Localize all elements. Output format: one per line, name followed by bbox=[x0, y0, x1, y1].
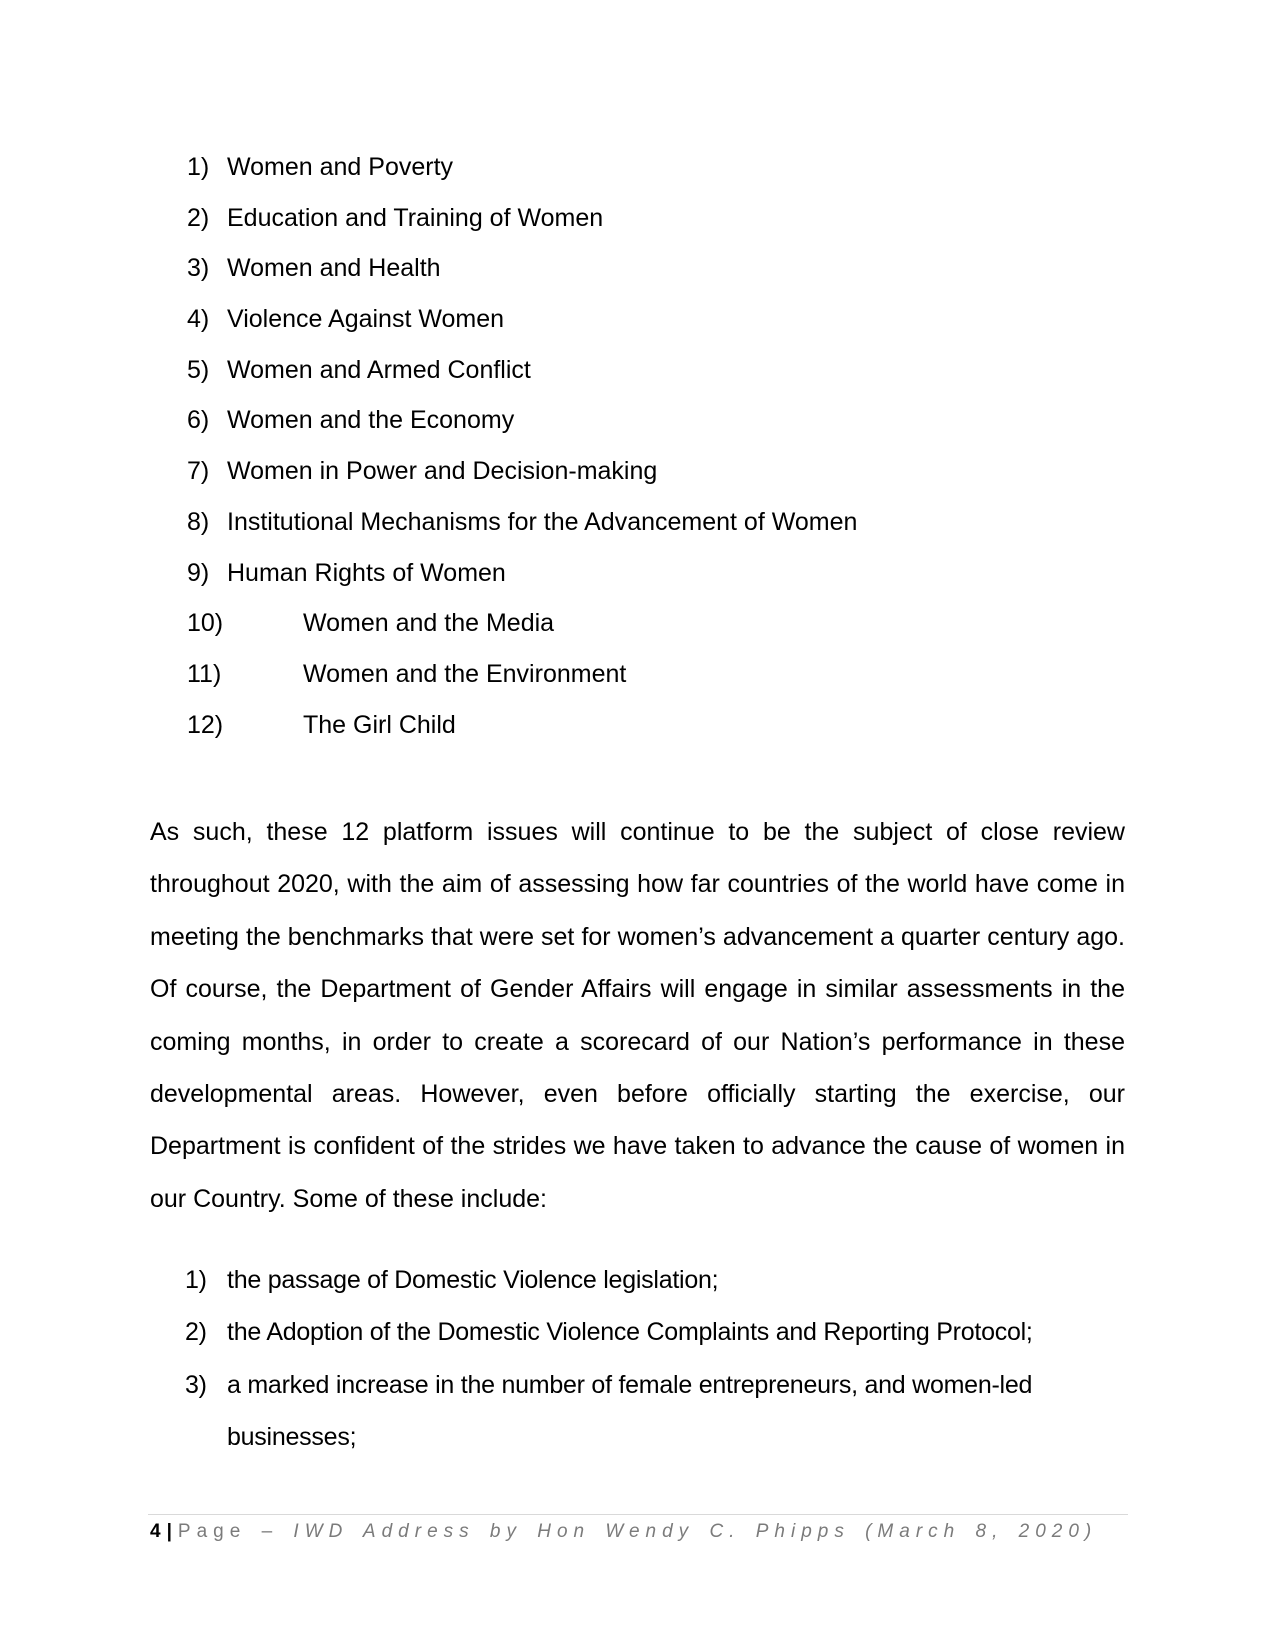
list-item bbox=[150, 345, 1125, 396]
footer-dash: – bbox=[261, 1521, 279, 1542]
list-item bbox=[150, 1359, 1125, 1464]
list-text: the passage of Domestic Violence legislation; bbox=[227, 1266, 719, 1294]
platform-issues-list bbox=[150, 142, 1125, 750]
list-number: 2) bbox=[185, 1318, 207, 1347]
list-text: Institutional Mechanisms for the Advancement of Women bbox=[227, 507, 858, 536]
list-text: the Adoption of the Domestic Violence Complaints and Reporting Protocol; bbox=[227, 1318, 1033, 1347]
list-number: 8) bbox=[187, 507, 210, 536]
list-text: Women and Armed Conflict bbox=[227, 355, 531, 384]
list-item bbox=[150, 649, 1125, 700]
list-item bbox=[150, 446, 1125, 497]
page-footer bbox=[150, 1519, 1200, 1545]
list-number: 5) bbox=[187, 355, 210, 384]
list-number: 11) bbox=[187, 659, 222, 688]
list-number: 3) bbox=[185, 1370, 207, 1399]
achievements-list bbox=[150, 1254, 1125, 1464]
list-item bbox=[150, 243, 1125, 294]
list-number: 2) bbox=[187, 203, 210, 232]
list-text: Women and the Environment bbox=[303, 659, 627, 688]
footer-rule bbox=[148, 1514, 1128, 1515]
list-item bbox=[150, 294, 1125, 345]
list-number: 4) bbox=[187, 305, 210, 334]
page-number: 4 bbox=[150, 1521, 167, 1542]
list-item bbox=[150, 700, 1125, 751]
list-number: 7) bbox=[187, 457, 210, 486]
list-item bbox=[150, 142, 1125, 193]
list-number: 3) bbox=[187, 254, 210, 283]
list-number: 12) bbox=[187, 710, 224, 739]
list-text: Human Rights of Women bbox=[227, 558, 506, 587]
list-item bbox=[150, 1254, 1125, 1306]
list-number: 1) bbox=[185, 1266, 207, 1294]
list-text: Women and Health bbox=[227, 254, 441, 283]
list-text: The Girl Child bbox=[303, 710, 456, 739]
list-text: a marked increase in the number of female entrepreneurs, and women-led businesses; bbox=[227, 1370, 1033, 1452]
list-text: Women and the Economy bbox=[227, 406, 515, 435]
list-text: Women in Power and Decision-making bbox=[227, 457, 658, 486]
footer-separator: | bbox=[166, 1521, 178, 1542]
list-item bbox=[150, 395, 1125, 446]
list-item bbox=[150, 193, 1125, 244]
list-number: 1) bbox=[187, 153, 210, 181]
list-item bbox=[150, 497, 1125, 548]
list-item bbox=[150, 548, 1125, 599]
list-text: Violence Against Women bbox=[227, 305, 505, 334]
list-text: Education and Training of Women bbox=[227, 203, 604, 232]
footer-page-label: Page bbox=[177, 1521, 247, 1542]
list-number: 9) bbox=[187, 558, 210, 587]
list-text: Women and Poverty bbox=[227, 153, 454, 181]
list-item bbox=[150, 1306, 1125, 1358]
body-paragraph: As such, these 12 platform issues will continue to be the subject of close review throughout 2020, with the aim of assessing how far countries of the world have come in meeting the benchmarks that were set for women’s advancement a quarter century ago. Of course, the Department of Gender Affairs will engage in similar assessments in the coming months, in order to create a scorecard of our Nation’s performance in these developmental areas. However, even before officially starting the exercise, our Department is confident of the strides we have taken to advance the cause of women in our Country. Some of these include: bbox=[150, 818, 1125, 1213]
list-number: 10) bbox=[187, 609, 224, 638]
list-text: Women and the Media bbox=[303, 609, 555, 638]
list-number: 6) bbox=[187, 406, 210, 435]
list-item bbox=[150, 598, 1125, 649]
footer-document-title: IWD Address by Hon Wendy C. Phipps (March 8, 2020) bbox=[293, 1521, 1098, 1542]
